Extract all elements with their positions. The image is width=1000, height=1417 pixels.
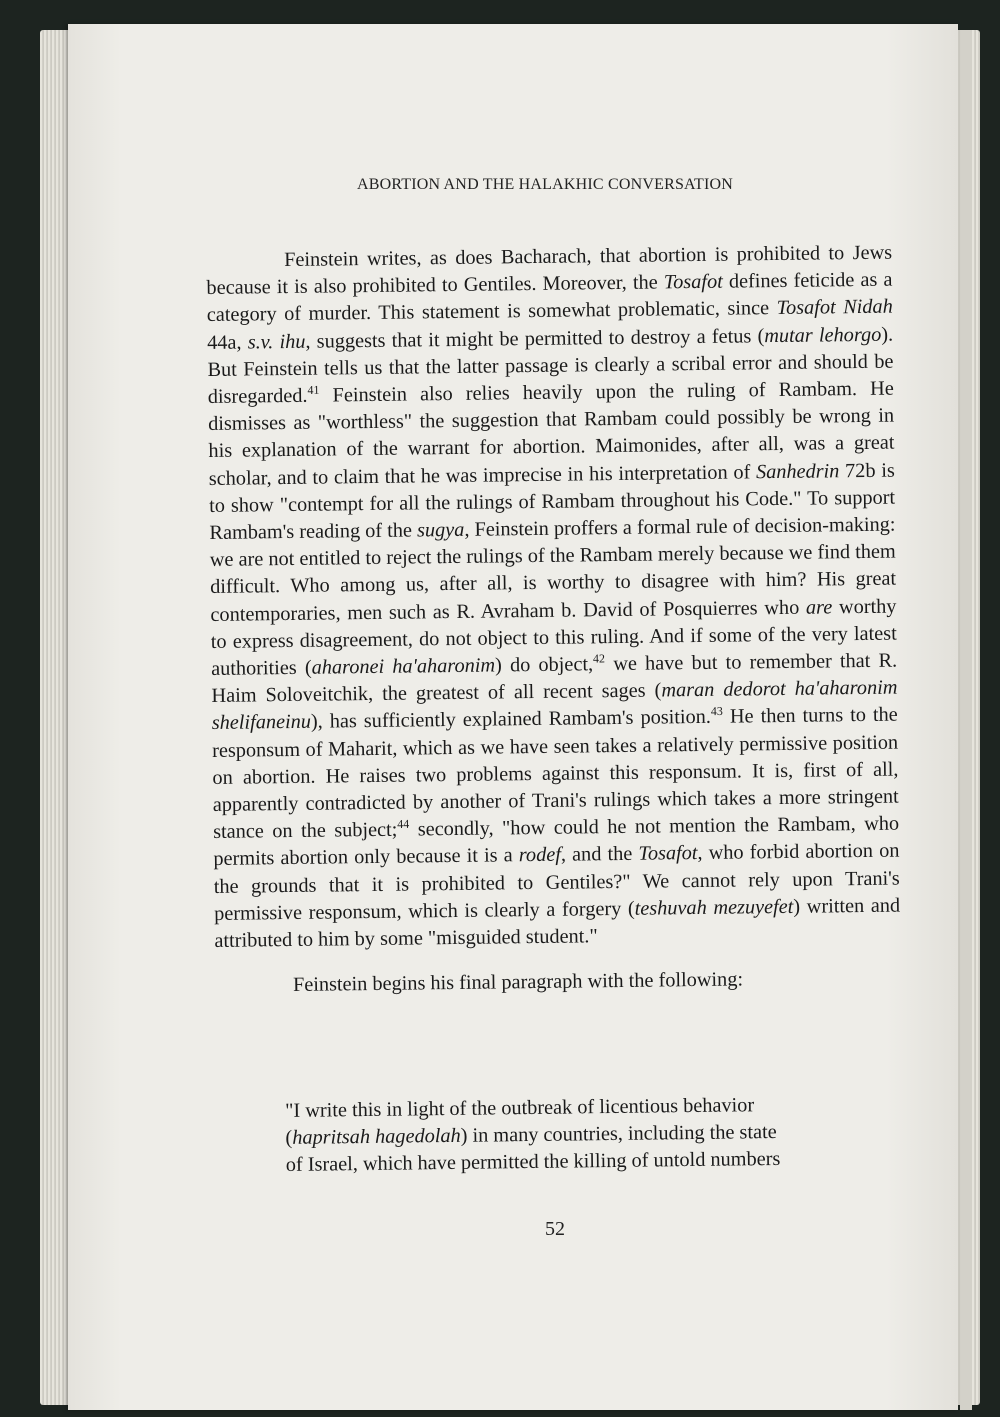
italic-term: are (805, 596, 833, 619)
quote-line-1: "I write this in light of the outbreak of licentious behavior (285, 1094, 755, 1122)
text-run: , who forbid abortion on the grounds that it is prohibited to Gentiles?" We cannot rely upon Trani's permissive responsum, which is clearly a forgery ( (213, 840, 900, 925)
text-run: we have but to remember that R. Haim Soloveitchik, the greatest of all recent sages ( (211, 649, 898, 708)
text-run: ) written and attributed to him by some "misguided student." (214, 894, 901, 953)
text-run: defines feticide as a category of murder. This statement is somewhat problematic, since (206, 268, 893, 327)
italic-term: Tosafot (663, 270, 723, 294)
quote-line-2: (hapritsah hagedolah) in many countries, including the state (285, 1121, 777, 1150)
block-quote (285, 1092, 816, 1180)
text-run: ). But Feinstein tells us that the latter passage is clearly a scribal error and should be disregarded. (207, 323, 894, 409)
italic-term: mutar lehorgo (764, 323, 882, 347)
text-run: Feinstein writes, as does Bacharach, that abortion is prohibited to Jews because it is also prohibited to Gentiles. Moreover, the (206, 241, 893, 300)
body-text (206, 240, 901, 1001)
text-run: worthy to express disagreement, do not object to this ruling. And if some of the very latest authorities ( (210, 595, 897, 681)
italic-term: maran dedorot ha'aharonim shelifaneinu (211, 676, 898, 735)
text-run: , suggests that it might be permitted to destroy a fetus ( (305, 324, 765, 353)
footnote-ref: 42 (592, 651, 606, 666)
footnote-ref: 44 (397, 817, 410, 832)
italic-term: sugya (416, 518, 465, 542)
text-run: secondly, "how could he not mention the Rambam, who permits abortion only because it is a (213, 812, 900, 871)
text-run: , and the (560, 843, 639, 867)
italic-term: rodef (518, 844, 562, 867)
italic-term: aharonei ha'aharonim (311, 654, 496, 679)
italic-term: Tosafot Nidah (776, 296, 893, 320)
text-run: ) do object, (494, 653, 594, 677)
footnote-ref: 41 (307, 382, 320, 398)
italic-term: s.v. ihu (247, 330, 306, 354)
text-run: 44a, (207, 331, 248, 354)
text-run: ), has sufficiently explained Rambam's position. (310, 706, 712, 734)
text-run: 72b is to show "contempt for all the rulings of Rambam throughout his Code." To support Rambam's reading of the (209, 459, 896, 545)
paragraph-2: Feinstein begins his final paragraph with the following: (292, 968, 744, 997)
text-run: He then turns to the responsum of Maharit, which as we have seen takes a relatively permissive position on abortion. He raises two problems against this responsum. It is, first of all, apparently contradicted by another of Trani's rulings which takes a more stringent stance on the subject; (212, 704, 899, 844)
quote-line-3: of Israel, which have permitted the killing of untold numbers (285, 1148, 781, 1177)
italic-term: Sanhedrin (755, 459, 840, 483)
italic-term: teshuvah mezuyefet (634, 895, 794, 920)
page-number: 52 (545, 1218, 565, 1240)
facing-page-edge (960, 30, 972, 1410)
italic-term: Tosafot (638, 842, 698, 866)
footnote-ref: 43 (710, 704, 723, 719)
running-head: ABORTION AND THE HALAKHIC CONVERSATION (356, 176, 734, 193)
paragraph-1 (206, 240, 901, 956)
text-run: Feinstein also relies heavily upon the ruling of Rambam. He dismisses as "worthless" the suggestion that Rambam could possibly be wrong in his explanation of the warrant for abortion. Maimonides, after all, was a great scholar, and to claim that he was imprecise in his interpretation of (208, 377, 895, 490)
text-run: , Feinstein proffers a formal rule of decision-making: we are not entitled to reject the rulings of the Rambam merely because we find them difficult. Who among us, after all, is worthy to disagree with him? His great contemporaries, men such as R. Avraham b. David of Posquierres who (209, 513, 897, 626)
